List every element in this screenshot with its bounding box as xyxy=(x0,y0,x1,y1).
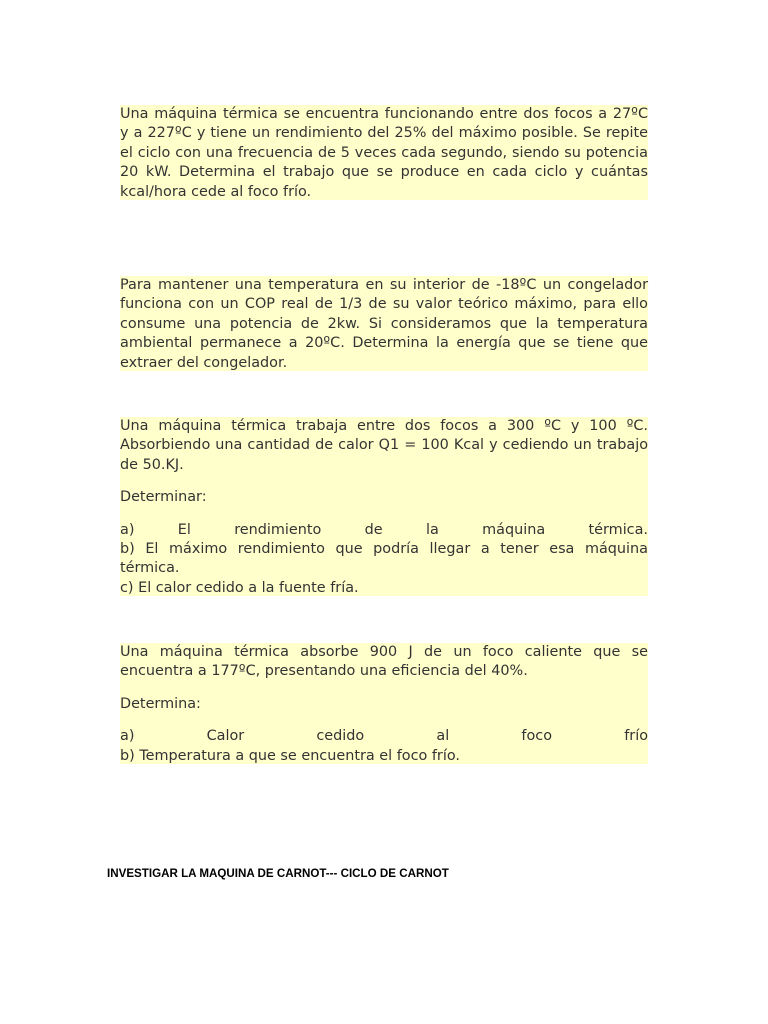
problem-1 xyxy=(120,105,648,200)
problem-3-text: Una máquina térmica trabaja entre dos focos a 300 ºC y 100 ºC. Absorbiendo una cantidad de calor Q1 = 100 Kcal y cediendo un trabajo de 50.KJ. xyxy=(120,418,648,473)
problem-4-prompt: Determina: xyxy=(120,695,201,712)
problem-3-item-c: c) El calor cedido a la fuente fría. xyxy=(120,579,359,596)
problem-1-text: Una máquina térmica se encuentra funcionando entre dos focos a 27ºC y a 227ºC y tiene un rendimiento del 25% del máximo posible. Se repite el ciclo con una frecuencia de 5 veces cada segundo, siendo su potencia 20 kW. Determina el trabajo que se produce en cada ciclo y cuántas kcal/hora cede al foco frío. xyxy=(120,106,648,200)
problem-3-items xyxy=(120,521,648,599)
problem-4-item-b: b) Temperatura a que se encuentra el foco frío. xyxy=(120,747,460,764)
footer-note: INVESTIGAR LA MAQUINA DE CARNOT--- CICLO DE CARNOT xyxy=(107,867,449,880)
problem-4-items xyxy=(120,727,648,766)
problem-3-prompt: Determinar: xyxy=(120,489,207,506)
problem-2-text: Para mantener una temperatura en su interior de -18ºC un congelador funciona con un COP real de 1/3 de su valor teórico máximo, para ello consume una potencia de 2kw. Si consideramos que la temperatura ambiental permanece a 20ºC. Determina la energía que se tiene que extraer del congelador. xyxy=(120,277,648,371)
problem-3-item-a: a) El rendimiento de la máquina térmica. xyxy=(120,521,648,538)
problem-4-item-a: a) Calor cedido al foco frío xyxy=(120,728,648,745)
problem-3 xyxy=(120,417,648,596)
problem-2 xyxy=(120,276,648,371)
problem-4-text: Una máquina térmica absorbe 900 J de un foco caliente que se encuentra a 177ºC, presentando una eficiencia del 40%. xyxy=(120,644,648,680)
problem-3-item-b: b) El máximo rendimiento que podría llegar a tener esa máquina térmica. xyxy=(120,541,648,577)
problem-4 xyxy=(120,643,648,764)
